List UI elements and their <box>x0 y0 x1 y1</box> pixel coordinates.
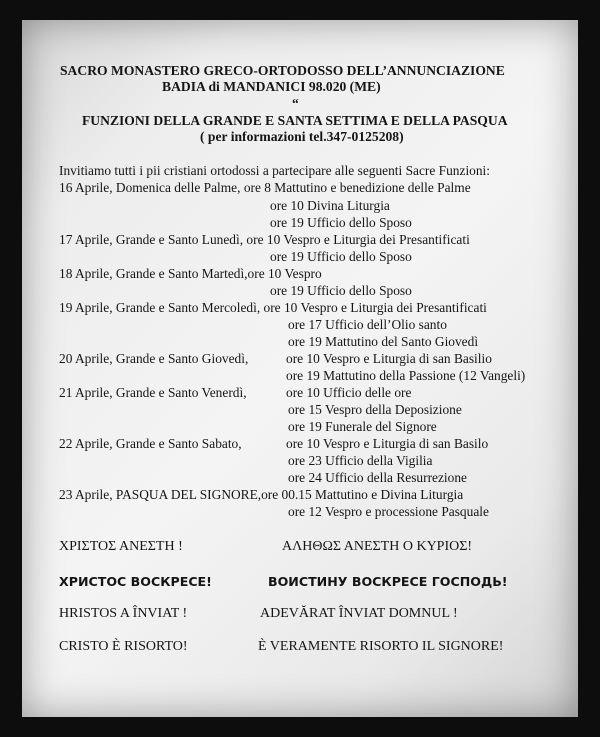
schedule-line: ore 19 Ufficio dello Sposo <box>270 215 412 230</box>
schedule-line: ore 24 Ufficio della Resurrezione <box>288 470 467 485</box>
schedule-line: ore 19 Funerale del Signore <box>288 419 437 434</box>
services-title: FUNZIONI DELLA GRANDE E SANTA SETTIMA E DELLA PASQUA <box>82 113 508 128</box>
schedule-line: ore 12 Vespro e processione Pasquale <box>288 504 489 519</box>
schedule-line: ore 19 Mattutino del Santo Giovedì <box>288 334 479 349</box>
schedule-line: ore 10 Divina Liturgia <box>270 198 390 213</box>
schedule-line: ore 19 Ufficio dello Sposo <box>270 283 412 298</box>
schedule-line: ore 17 Ufficio dell’Olio santo <box>288 317 447 332</box>
schedule-line: 19 Aprile, Grande e Santo Mercoledì, ore 10 Vespro e Liturgia dei Presantificati <box>59 300 487 315</box>
schedule-line: 22 Aprile, Grande e Santo Sabato, <box>59 436 242 451</box>
schedule-line: 18 Aprile, Grande e Santo Martedì,ore 10 Vespro <box>59 266 322 281</box>
schedule-line: ore 10 Vespro e Liturgia di san Basilio <box>286 351 492 366</box>
greeting-italian: CRISTO È RISORTO! <box>59 639 188 654</box>
greeting-italian-reply: È VERAMENTE RISORTO IL SIGNORE! <box>258 639 504 654</box>
schedule-line: 23 Aprile, PASQUA DEL SIGNORE,ore 00.15 Mattutino e Divina Liturgia <box>59 487 464 502</box>
schedule-line: ore 15 Vespro della Deposizione <box>288 402 462 417</box>
greeting-greek: ΧΡΙΣΤΟΣ ΑΝΕΣΤΗ ! <box>59 539 183 554</box>
contact-info: ( per informazioni tel.347-0125208) <box>200 129 404 144</box>
greeting-russian: ХРИСТОС ВОСКРЕСЕ! <box>59 574 212 589</box>
greeting-russian-reply: ВОИСТИНУ ВОСКРЕСЕ ГОСПОДЬ! <box>268 574 508 589</box>
schedule-line: 17 Aprile, Grande e Santo Lunedì, ore 10 Vespro e Liturgia dei Presantificati <box>59 232 470 247</box>
greeting-romanian-reply: ADEVĂRAT ÎNVIAT DOMNUL ! <box>260 606 458 621</box>
document-page <box>22 20 578 717</box>
monastery-address: BADIA di MANDANICI 98.020 (ME) <box>162 79 381 94</box>
monastery-name: SACRO MONASTERO GRECO-ORTODOSSO DELL’ANNUNCIAZIONE <box>60 63 505 78</box>
schedule-line: 16 Aprile, Domenica delle Palme, ore 8 Mattutino e benedizione delle Palme <box>59 180 471 195</box>
schedule-line: ore 19 Ufficio dello Sposo <box>270 249 412 264</box>
greeting-greek-reply: ΑΛΗΘΩΣ ΑΝΕΣΤΗ Ο ΚΥΡΙΟΣ! <box>282 539 473 554</box>
schedule-line: ore 10 Ufficio delle ore <box>286 385 412 400</box>
schedule-line: ore 10 Vespro e Liturgia di san Basilo <box>286 436 489 451</box>
schedule-line: ore 23 Ufficio della Vigilia <box>288 453 433 468</box>
quote-mark: “ <box>292 96 299 111</box>
schedule-line: 20 Aprile, Grande e Santo Giovedì, <box>59 351 249 366</box>
greeting-romanian: HRISTOS A ÎNVIAT ! <box>59 606 188 621</box>
schedule-line: ore 19 Mattutino della Passione (12 Vangeli) <box>286 368 526 383</box>
schedule-line: 21 Aprile, Grande e Santo Venerdì, <box>59 385 247 400</box>
intro-text: Invitiamo tutti i pii cristiani ortodossi a partecipare alle seguenti Sacre Funzioni: <box>59 163 490 178</box>
